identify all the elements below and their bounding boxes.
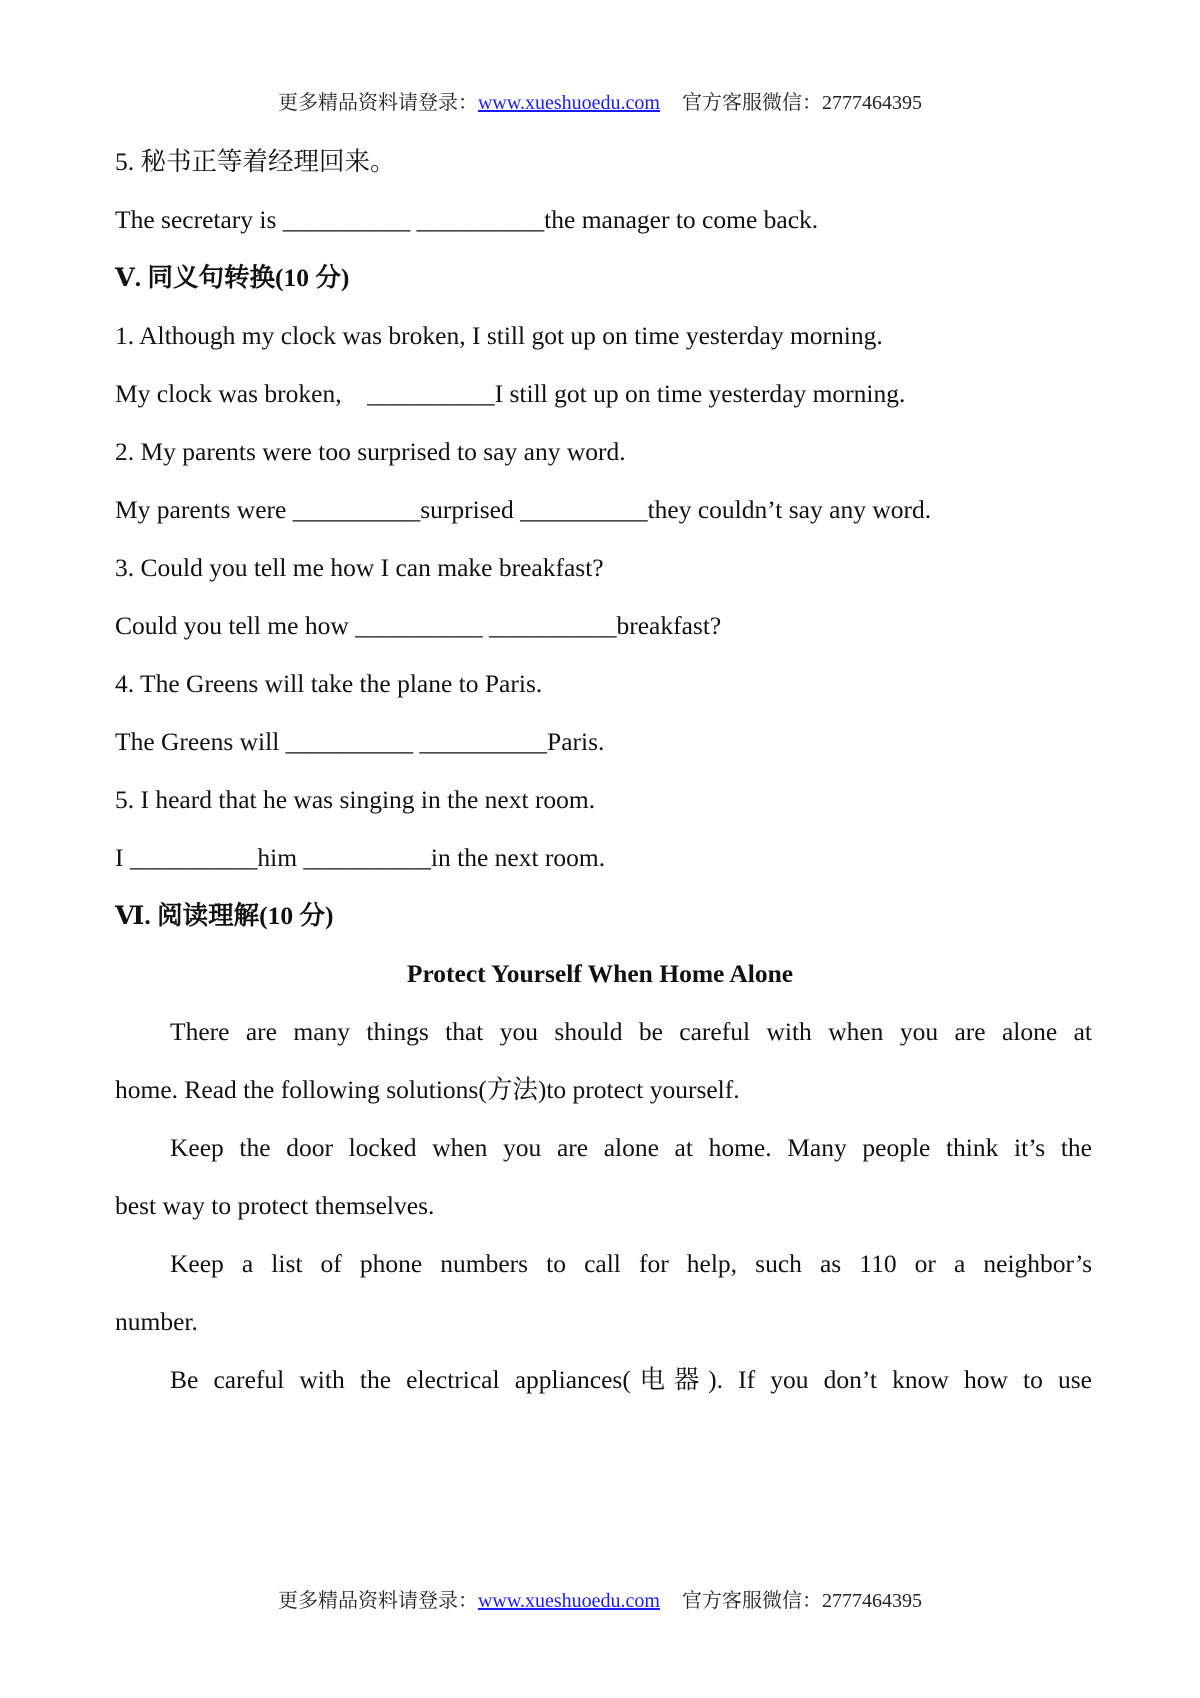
banner-link[interactable]: www.xueshuoedu.com [477,92,660,114]
item-2-rewrite: My parents were __________surprised __________they couldn’t say any word. [115,495,932,524]
paragraph-3-first-line: Keep a list of phone numbers to call for help, such as 110 or a neighbor’s [170,1249,1092,1278]
item-3-original: 3. Could you tell me how I can make breakfast? [115,553,604,582]
item-5-original: 5. I heard that he was singing in the next room. [115,785,596,814]
banner-prefix: 更多精品资料请登录： [277,1590,478,1612]
paragraph-1-rest: home. Read the following solutions(方法)to protect yourself. [115,1075,740,1104]
question-5-english: The secretary is __________ __________the manager to come back. [115,205,819,234]
paragraph-4-first-line: Be careful with the electrical appliances(电器). If you don’t know how to use [170,1365,1092,1394]
item-1-rewrite: My clock was broken, __________I still got up on time yesterday morning. [115,379,906,408]
banner-prefix: 更多精品资料请登录： [277,92,478,114]
question-5-chinese: 5. 秘书正等着经理回来。 [115,147,396,176]
item-1-original: 1. Although my clock was broken, I still got up on time yesterday morning. [115,321,883,350]
item-4-rewrite: The Greens will __________ __________Paris. [115,727,605,756]
item-3-rewrite: Could you tell me how __________ __________breakfast? [115,611,722,640]
paragraph-2-first-line: Keep the door locked when you are alone at home. Many people think it’s the [170,1133,1092,1162]
banner-contact: 官方客服微信：2777464395 [682,92,922,114]
section-5-heading: Ⅴ. 同义句转换(10 分) [115,263,350,292]
banner-contact: 官方客服微信：2777464395 [682,1590,922,1612]
paragraph-1-first-line: There are many things that you should be careful with when you are alone at [170,1017,1092,1046]
footer-banner [0,1584,1200,1613]
passage-title: Protect Yourself When Home Alone [406,959,794,988]
section-6-heading: Ⅵ. 阅读理解(10 分) [115,901,334,930]
banner-link[interactable]: www.xueshuoedu.com [477,1590,660,1612]
item-2-original: 2. My parents were too surprised to say any word. [115,437,626,466]
item-4-original: 4. The Greens will take the plane to Paris. [115,669,543,698]
item-5-rewrite: I __________him __________in the next room. [115,843,606,872]
paragraph-3-rest: number. [115,1307,198,1336]
header-banner [0,86,1200,115]
paragraph-2-rest: best way to protect themselves. [115,1191,435,1220]
